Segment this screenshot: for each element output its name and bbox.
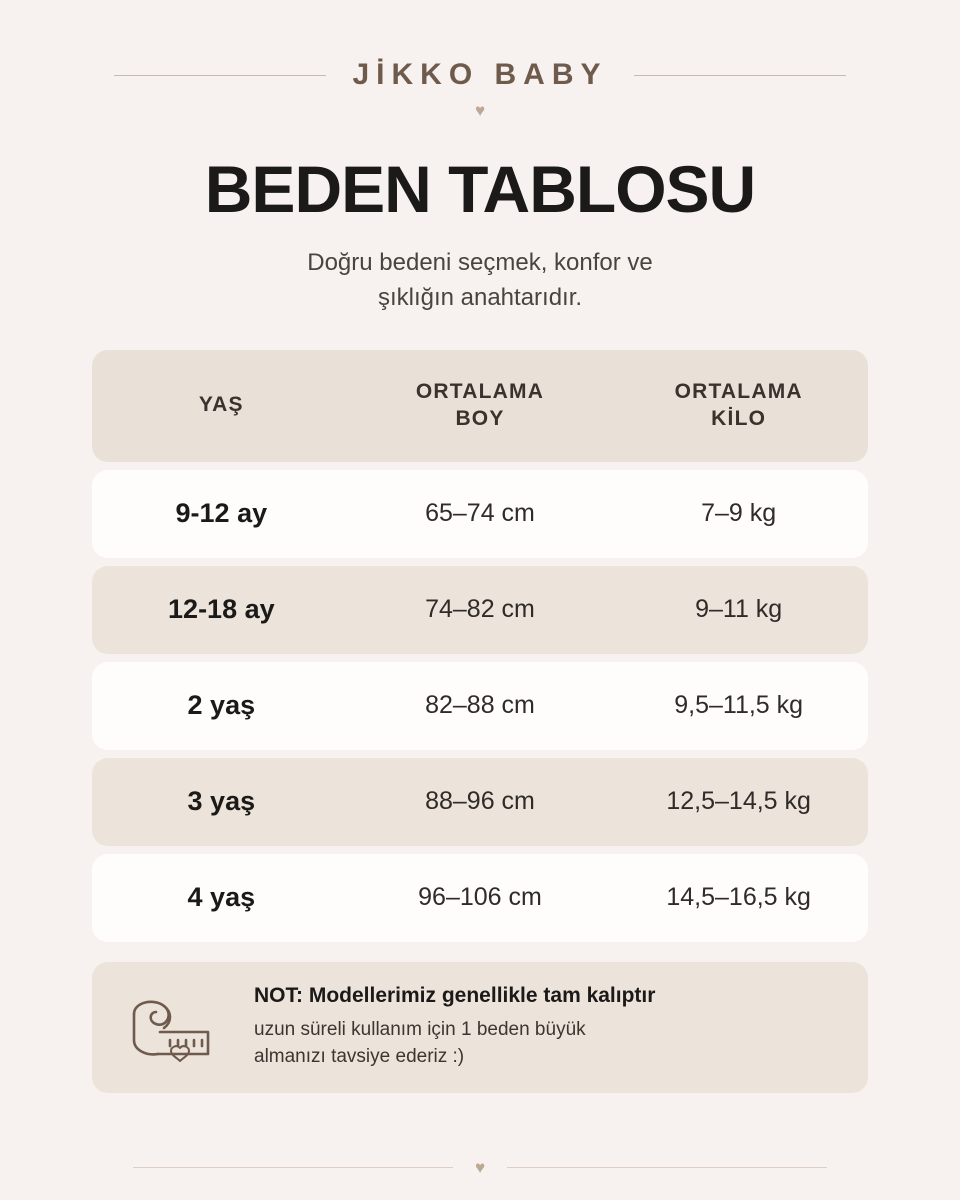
column-header-weight-line1: ORTALAMA [674, 380, 803, 404]
cell-weight: 7–9 kg [701, 499, 777, 528]
table-row [92, 854, 868, 942]
footer [92, 1159, 868, 1176]
cell-weight: 9,5–11,5 kg [674, 691, 804, 720]
page-title: BEDEN TABLOSU [204, 152, 756, 226]
cell-weight: 9–11 kg [695, 595, 783, 624]
cell-height: 82–88 cm [425, 691, 535, 720]
note-line-1: uzun süreli kullanım için 1 beden büyük [254, 1018, 586, 1040]
subtitle-line-1: Doğru bedeni seçmek, konfor ve [307, 249, 653, 277]
heart-icon: ♥ [474, 101, 486, 120]
note-box [92, 962, 868, 1093]
column-header-height-line2: BOY [455, 406, 505, 430]
cell-height: 88–96 cm [425, 787, 535, 816]
note-text [254, 984, 840, 1071]
column-header-age [92, 382, 351, 429]
brand-name: JİKKO BABY [352, 58, 608, 91]
note-title: NOT: Modellerimiz genellikle tam kalıptır [254, 983, 656, 1007]
cell-weight: 12,5–14,5 kg [666, 787, 811, 816]
cell-age: 3 yaş [187, 786, 256, 817]
column-header-height [351, 369, 610, 443]
measuring-tape-icon [120, 988, 232, 1066]
cell-weight: 14,5–16,5 kg [666, 883, 811, 912]
cell-age: 4 yaş [187, 882, 256, 913]
cell-age: 12-18 ay [168, 594, 275, 625]
size-table [92, 350, 868, 942]
cell-age: 2 yaş [187, 690, 256, 721]
column-header-weight-line2: KİLO [711, 406, 767, 430]
heart-icon: ♥ [474, 1158, 486, 1177]
table-row [92, 566, 868, 654]
cell-age: 9-12 ay [175, 498, 268, 529]
cell-height: 96–106 cm [418, 883, 542, 912]
brand-header [92, 58, 868, 92]
note-line-2: almanızı tavsiye ederiz :) [254, 1046, 465, 1068]
table-row [92, 758, 868, 846]
column-header-height-line1: ORTALAMA [415, 380, 545, 404]
footer-rule-right [507, 1167, 827, 1168]
column-header-weight [609, 369, 868, 443]
column-header-age-line1: YAŞ [198, 393, 244, 417]
subtitle-line-2: şıklığın anahtarıdır. [377, 284, 583, 312]
table-row [92, 470, 868, 558]
brand-rule-left [114, 75, 326, 76]
table-row [92, 662, 868, 750]
cell-height: 74–82 cm [425, 595, 535, 624]
footer-rule-left [133, 1167, 453, 1168]
page-subtitle [92, 246, 868, 316]
cell-height: 65–74 cm [425, 499, 535, 528]
table-header-row [92, 350, 868, 462]
brand-rule-right [634, 75, 846, 76]
